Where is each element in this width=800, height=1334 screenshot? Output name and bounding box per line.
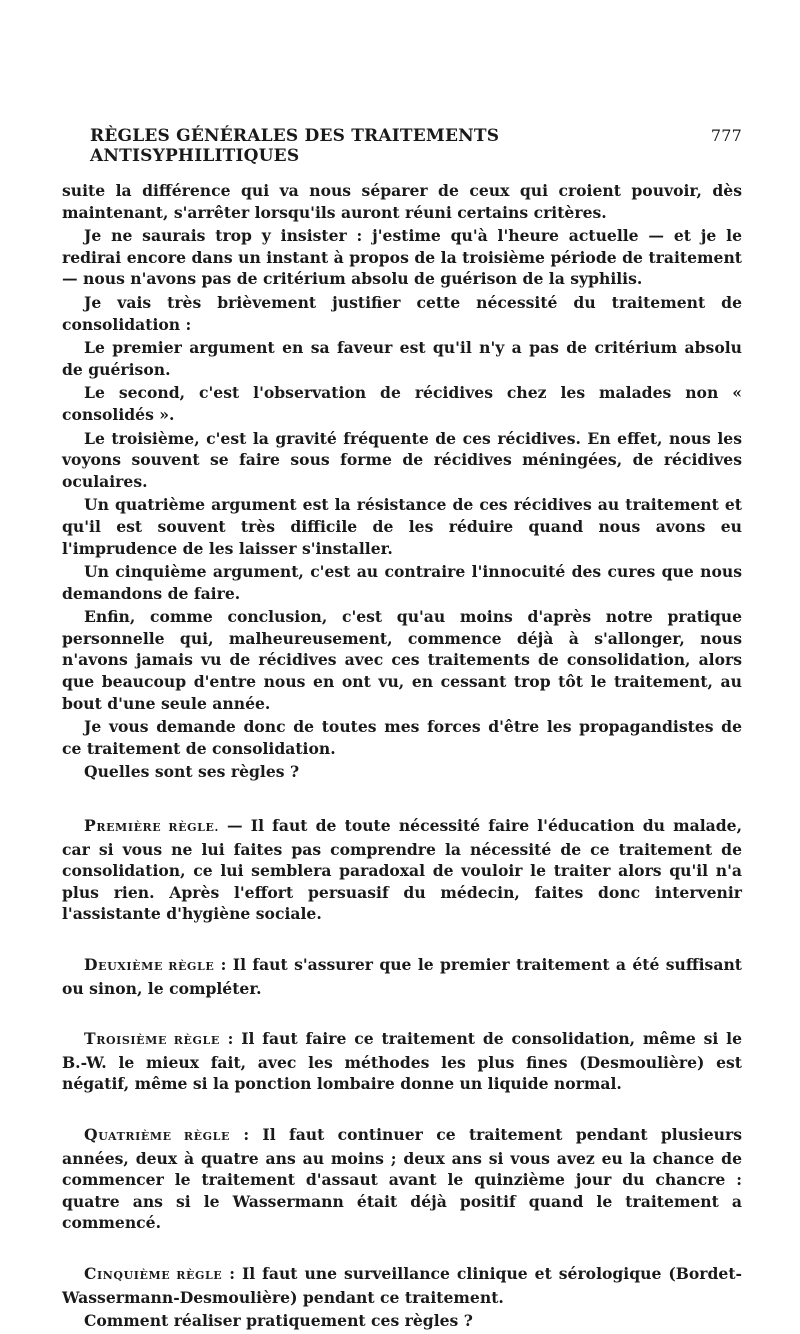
rule-text: : Il faut faire ce traitement de consolidation, même si le B.-W. le mieux fait, avec les méthodes les plus fines (Desmoulière) est négatif, même si la ponction lombaire donne un liquide normal. [62,1029,742,1094]
rules-list [62,815,742,1332]
rule-paragraph [62,1124,742,1234]
body-text [62,180,742,783]
paragraph: suite la différence qui va nous séparer de ceux qui croient pouvoir, dès maintenant, s'arrêter lorsqu'ils auront réuni certains critères. [62,181,742,222]
rule-text: : Il faut continuer ce traitement pendant plusieurs années, deux à quatre ans au moins ; deux ans si vous avez eu la chance de commencer le traitement d'assaut avant le quinzième jour du chancre : quatre ans si le Wassermann était déjà positif quand le traitement a commencé. [62,1124,742,1233]
rule-label: QUATRIÈME RÈGLE [84,1124,230,1144]
running-title: RÈGLES GÉNÉRALES DES TRAITEMENTS ANTISYPHILITIQUES [90,126,500,166]
rule-text: — Il faut de toute nécessité faire l'éducation du malade, car si vous ne lui faites pas comprendre la nécessité de ce traitement de consolidation, ce lui semblera paradoxal de vouloir le traiter alors qu'il n'a plus rien. Après l'effort persuasif du médecin, faites donc intervenir l'assistante d'hygiène sociale. [62,816,742,924]
paragraph: Le second, c'est l'observation de récidives chez les malades non « consolidés ». [62,383,742,424]
paragraph: Je vais très brièvement justifier cette nécessité du traitement de consolidation : [62,292,742,334]
paragraph: Un cinquième argument, c'est au contraire l'innocuité des cures que nous demandons de faire. [62,562,742,603]
paragraph: Le troisième, c'est la gravité fréquente de ces récidives. En effet, nous les voyons souvent se faire sous forme de récidives méningées, de récidives oculaires. [62,428,742,491]
rule-text: : Il faut une surveillance clinique et sérologique (Bordet-Wassermann-Desmoulière) pendant ce traitement. [62,1263,743,1307]
paragraph: Quelles sont ses règles ? [84,762,300,782]
book-page [62,126,742,1334]
paragraph: Un quatrième argument est la résistance de ces récidives au traitement et qu'il est souvent très difficile de les réduire quand nous avons eu l'imprudence de les laisser s'installer. [62,495,742,558]
paragraph: Je ne saurais trop y insister : j'estime qu'à l'heure actuelle — et je le redirai encore dans un instant à propos de la troisième période de traitement — nous n'avons pas de critérium absolu de guérison de la syphilis. [62,226,742,289]
rule-label: PREMIÈRE RÈGLE. [84,816,219,836]
rule-text: : Il faut s'assurer que le premier traitement a été suffisant ou sinon, le compléter. [62,955,742,998]
rule-paragraph [62,815,742,925]
rule-label: TROISIÈME RÈGLE [84,1029,220,1049]
rule-paragraph [62,954,742,999]
rule-paragraph [62,1028,742,1095]
running-header [62,126,742,166]
paragraph: Enfin, comme conclusion, c'est qu'au moins d'après notre pratique personnelle qui, malheureusement, commence déjà à s'allonger, nous n'avons jamais vu de récidives avec ces traitements de consolidation, alors que beaucoup d'entre nous en ont vu, en cessant trop tôt le traitement, au bout d'une seule année. [62,607,742,713]
paragraph: Le premier argument en sa faveur est qu'il n'y a pas de critérium absolu de guérison. [62,338,742,379]
rule-label: DEUXIÈME RÈGLE [84,955,215,974]
rule-paragraph [62,1263,742,1308]
closing-question: Comment réaliser pratiquement ces règles ? [84,1311,473,1331]
rule-label: CINQUIÈME RÈGLE [84,1263,223,1283]
paragraph: Je vous demande donc de toutes mes forces d'être les propagandistes de ce traitement de consolidation. [62,717,742,758]
page-number: 777 [710,126,742,145]
